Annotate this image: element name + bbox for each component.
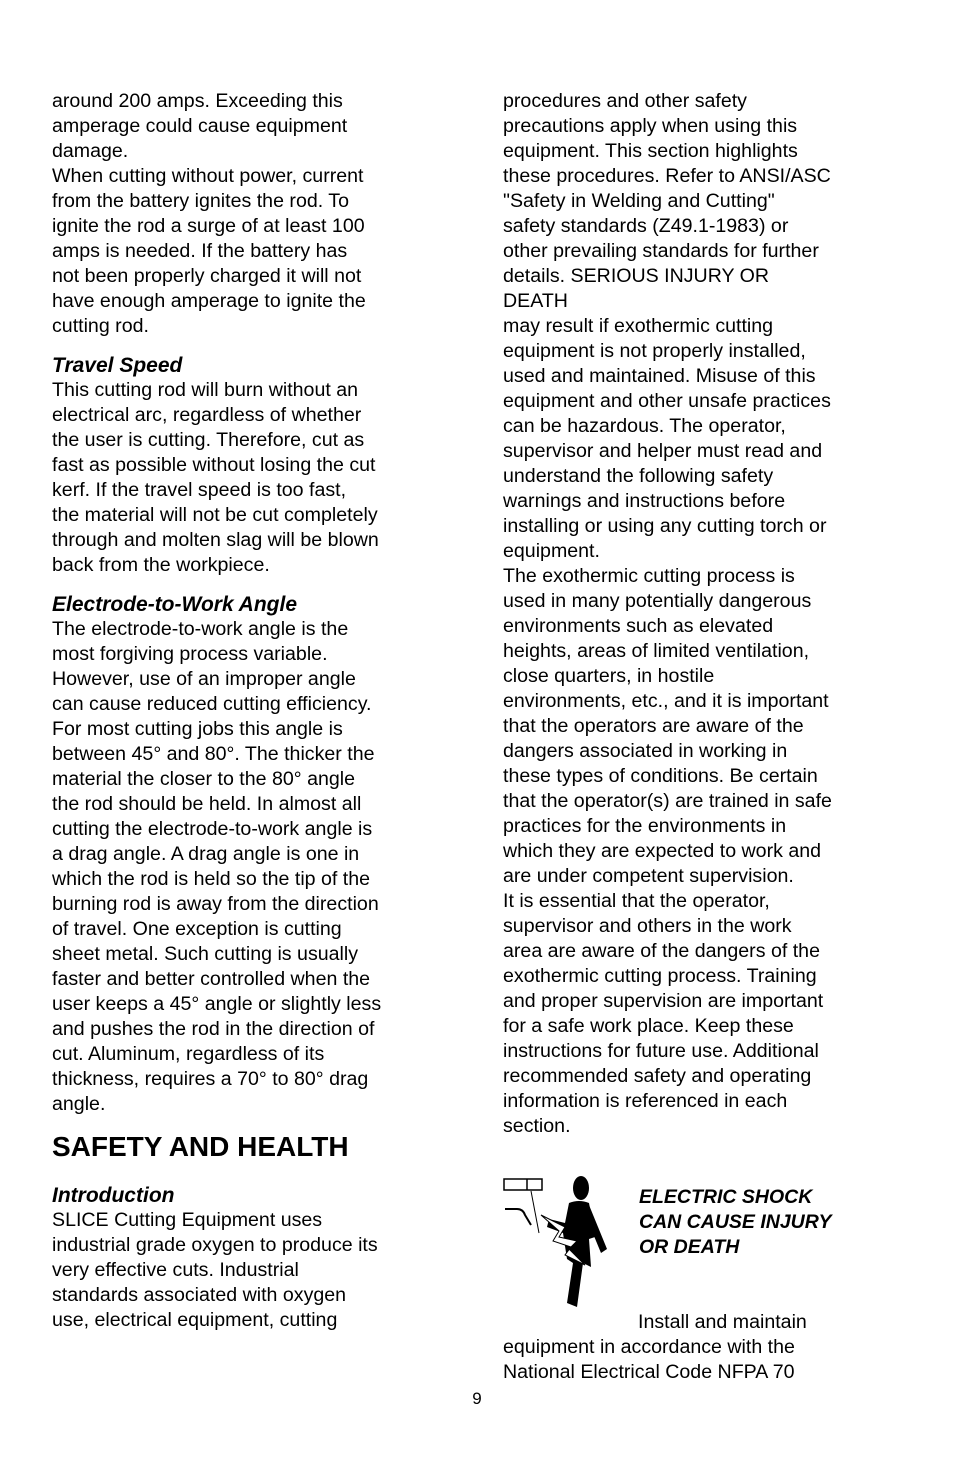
text-line: can cause reduced cutting efficiency. (52, 693, 372, 715)
text-line: sheet metal. Such cutting is usually (52, 943, 359, 965)
text-line: that the operators are aware of the (503, 715, 804, 737)
text-line: The exothermic cutting process is (503, 565, 795, 587)
text-line: back from the workpiece. (52, 554, 270, 576)
text-line: dangers associated in working in (503, 740, 788, 762)
safety-paragraph (503, 89, 875, 1139)
text-line: used in many potentially dangerous (503, 590, 812, 612)
text-line: heights, areas of limited ventilation, (503, 640, 810, 662)
text-line: thickness, requires a 70° to 80° drag (52, 1068, 369, 1090)
text-line: a drag angle. A drag angle is one in (52, 843, 360, 865)
text-line: industrial grade oxygen to produce its (52, 1234, 378, 1256)
text-line: most forgiving process variable. (52, 643, 328, 665)
text-line: This cutting rod will burn without an (52, 379, 359, 401)
text-line: instructions for future use. Additional (503, 1040, 819, 1062)
text-line: between 45° and 80°. The thicker the (52, 743, 375, 765)
text-line: It is essential that the operator, (503, 890, 770, 912)
right-column (503, 89, 875, 1139)
text-line: supervisor and helper must read and (503, 440, 823, 462)
text-line: user keeps a 45° angle or slightly less (52, 993, 382, 1015)
text-line: supervisor and others in the work (503, 915, 792, 937)
introduction-paragraph (52, 1208, 424, 1333)
text-line: these types of conditions. Be certain (503, 765, 818, 787)
electric-shock-icon (503, 1175, 618, 1315)
text-line: procedures and other safety (503, 90, 747, 112)
warning-title-line: CAN CAUSE INJURY (639, 1211, 832, 1233)
warning-instructions (503, 1310, 875, 1385)
text-line: may result if exothermic cutting (503, 315, 774, 337)
text-line: environments, etc., and it is important (503, 690, 829, 712)
text-line: "Safety in Welding and Cutting" (503, 190, 775, 212)
text-line: close quarters, in hostile (503, 665, 715, 687)
text-line: exothermic cutting process. Training (503, 965, 817, 987)
text-line: faster and better controlled when the (52, 968, 371, 990)
text-line: ignite the rod a surge of at least 100 (52, 215, 365, 237)
text-line: use, electrical equipment, cutting (52, 1309, 338, 1331)
text-line: installing or using any cutting torch or (503, 515, 827, 537)
text-line: section. (503, 1115, 571, 1137)
text-line: through and molten slag will be blown (52, 529, 379, 551)
text-line: are under competent supervision. (503, 865, 794, 887)
text-line: burning rod is away from the direction (52, 893, 379, 915)
text-line: electrical arc, regardless of whether (52, 404, 362, 426)
text-line: standards associated with oxygen (52, 1284, 347, 1306)
text-line: SLICE Cutting Equipment uses (52, 1209, 323, 1231)
text-line: which the rod is held so the tip of the (52, 868, 371, 890)
text-line: the user is cutting. Therefore, cut as (52, 429, 365, 451)
text-line: Install and maintain (638, 1311, 807, 1333)
text-line: of travel. One exception is cutting (52, 918, 342, 940)
text-line: can be hazardous. The operator, (503, 415, 786, 437)
text-line: equipment. This section highlights (503, 140, 798, 162)
text-line: for a safe work place. Keep these (503, 1015, 794, 1037)
text-line: damage. (52, 140, 129, 162)
text-line: used and maintained. Misuse of this (503, 365, 816, 387)
text-line: National Electrical Code NFPA 70 (503, 1361, 795, 1383)
left-column (52, 89, 424, 1333)
electrode-angle-paragraph (52, 617, 424, 1117)
text-line: area are aware of the dangers of the (503, 940, 820, 962)
text-line: these procedures. Refer to ANSI/ASC (503, 165, 831, 187)
text-line: precautions apply when using this (503, 115, 798, 137)
text-line: equipment and other unsafe practices (503, 390, 831, 412)
text-line: the material will not be cut completely (52, 504, 378, 526)
text-line: angle. (52, 1093, 106, 1115)
text-line: recommended safety and operating (503, 1065, 812, 1087)
text-line: fast as possible without losing the cut (52, 454, 376, 476)
safety-heading: SAFETY AND HEALTH (52, 1131, 349, 1162)
text-line: For most cutting jobs this angle is (52, 718, 343, 740)
text-line: that the operator(s) are trained in safe (503, 790, 832, 812)
text-line: The electrode-to-work angle is the (52, 618, 349, 640)
text-line: When cutting without power, current (52, 165, 364, 187)
intro-paragraph (52, 89, 424, 339)
text-line: material the closer to the 80° angle (52, 768, 356, 790)
warning-title-line: ELECTRIC SHOCK (639, 1186, 813, 1208)
text-line: kerf. If the travel speed is too fast, (52, 479, 347, 501)
text-line: amps is needed. If the battery has (52, 240, 348, 262)
text-line: equipment is not properly installed, (503, 340, 806, 362)
text-line: around 200 amps. Exceeding this (52, 90, 343, 112)
introduction-heading: Introduction (52, 1184, 175, 1207)
page-number: 9 (472, 1389, 482, 1408)
text-line: equipment. (503, 540, 600, 562)
travel-speed-paragraph (52, 378, 424, 578)
warning-title (639, 1185, 832, 1260)
text-line: DEATH (503, 290, 568, 312)
text-line: not been properly charged it will not (52, 265, 362, 287)
text-line: warnings and instructions before (503, 490, 786, 512)
text-line: cutting rod. (52, 315, 149, 337)
electrode-angle-heading: Electrode-to-Work Angle (52, 593, 298, 616)
text-line: which they are expected to work and (503, 840, 822, 862)
text-line: and pushes the rod in the direction of (52, 1018, 375, 1040)
text-line: equipment in accordance with the (503, 1336, 795, 1358)
text-line: have enough amperage to ignite the (52, 290, 366, 312)
text-line: very effective cuts. Industrial (52, 1259, 299, 1281)
text-line: environments such as elevated (503, 615, 774, 637)
text-line: amperage could cause equipment (52, 115, 348, 137)
travel-speed-heading: Travel Speed (52, 354, 183, 377)
warning-title-line: OR DEATH (639, 1236, 740, 1258)
text-line: safety standards (Z49.1-1983) or (503, 215, 789, 237)
text-line: cut. Aluminum, regardless of its (52, 1043, 325, 1065)
text-line: and proper supervision are important (503, 990, 824, 1012)
text-line: cutting the electrode-to-work angle is (52, 818, 373, 840)
text-line: However, use of an improper angle (52, 668, 356, 690)
text-line: from the battery ignites the rod. To (52, 190, 349, 212)
electric-shock-warning (503, 1175, 903, 1320)
text-line: information is referenced in each (503, 1090, 788, 1112)
text-line: the rod should be held. In almost all (52, 793, 362, 815)
text-line: practices for the environments in (503, 815, 787, 837)
text-line: understand the following safety (503, 465, 774, 487)
text-line: other prevailing standards for further (503, 240, 819, 262)
text-line: details. SERIOUS INJURY OR (503, 265, 770, 287)
